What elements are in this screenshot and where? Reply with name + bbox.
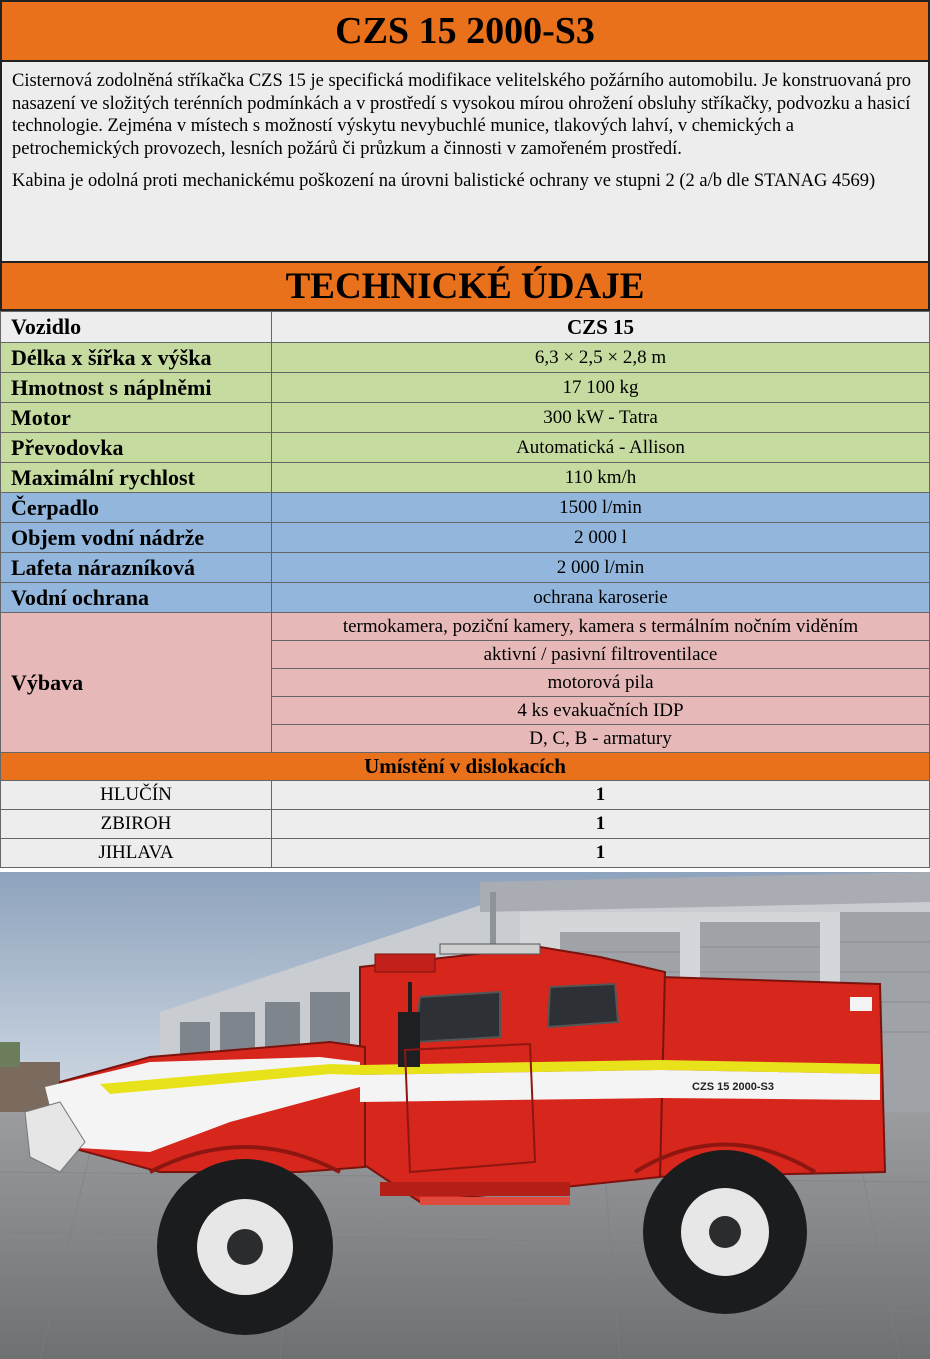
spec-label: Vodní ochrana [1, 583, 272, 613]
spec-label: Délka x šířka x výška [1, 343, 272, 373]
table-header-row [1, 312, 930, 343]
location-row [1, 781, 930, 810]
intro-paragraph-1: Cisternová zodolněná stříkačka CZS 15 je specifická modifikace velitelského požárního automobilu. Je konstruovaná pro nasazení ve složitých terénních podmínkách a v prostředí s vysokou mírou ohrožení obsluhy stříkačky, podvozku a hasicí technologie. Zejména v místech s možností výskytu nevybuchlé munice, tlakových lahví, v chemických a petrochemických provozech, lesních požárů či průzkum a činnosti v zamořeném prostředí. [12, 71, 912, 159]
intro-section [0, 62, 930, 261]
spec-label: Objem vodní nádrže [1, 523, 272, 553]
equipment-label: Výbava [1, 613, 272, 753]
spec-value: 2 000 l/min [272, 553, 930, 583]
location-row [1, 839, 930, 868]
equipment-item: D, C, B - armatury [272, 725, 930, 753]
table-row [1, 433, 930, 463]
front-wheel [157, 1159, 333, 1335]
location-name: ZBIROH [1, 810, 272, 839]
rear-wheel [643, 1150, 807, 1314]
spec-value: 2 000 l [272, 523, 930, 553]
equipment-item: 4 ks evakuačních IDP [272, 697, 930, 725]
table-row [1, 583, 930, 613]
table-row [1, 373, 930, 403]
spec-label: Čerpadlo [1, 493, 272, 523]
spec-label: Převodovka [1, 433, 272, 463]
equipment-item: motorová pila [272, 669, 930, 697]
spec-value: 110 km/h [272, 463, 930, 493]
distant-tree [0, 1042, 20, 1067]
table-row [1, 463, 930, 493]
table-row [1, 523, 930, 553]
table-row [1, 403, 930, 433]
section-title: TECHNICKÉ ÚDAJE [0, 261, 930, 311]
location-count: 1 [272, 839, 930, 868]
vehicle-illustration [0, 872, 930, 1359]
spec-value: ochrana karoserie [272, 583, 930, 613]
intro-paragraph-2: Kabina je odolná proti mechanickému poškození na úrovni balistické ochrany ve stupni 2 (2 a/b dle STANAG 4569) [12, 171, 876, 191]
spec-value: 6,3 × 2,5 × 2,8 m [272, 343, 930, 373]
location-name: HLUČÍN [1, 781, 272, 810]
location-count: 1 [272, 810, 930, 839]
spec-value: 1500 l/min [272, 493, 930, 523]
spec-value: CZS 15 [272, 312, 930, 343]
spec-label: Lafeta nárazníková [1, 553, 272, 583]
location-count: 1 [272, 781, 930, 810]
table-row [1, 553, 930, 583]
spec-table [0, 311, 930, 868]
spec-value: 300 kW - Tatra [272, 403, 930, 433]
spec-label: Vozidlo [1, 312, 272, 343]
spec-label: Motor [1, 403, 272, 433]
table-row [1, 493, 930, 523]
equipment-row [1, 613, 930, 641]
table-row [1, 343, 930, 373]
spec-label: Hmotnost s náplněmi [1, 373, 272, 403]
spec-label: Maximální rychlost [1, 463, 272, 493]
page-title: CZS 15 2000-S3 [0, 0, 930, 62]
equipment-item: termokamera, poziční kamery, kamera s termálním nočním viděním [272, 613, 930, 641]
spec-value: 17 100 kg [272, 373, 930, 403]
vehicle-marking-text: CZS 15 2000-S3 [692, 1081, 774, 1093]
spec-value: Automatická - Allison [272, 433, 930, 463]
location-name: JIHLAVA [1, 839, 272, 868]
locations-title: Umístění v dislokacích [1, 753, 930, 781]
locations-header-row [1, 753, 930, 781]
location-row [1, 810, 930, 839]
vehicle-photo [0, 872, 930, 1359]
equipment-item: aktivní / pasivní filtroventilace [272, 641, 930, 669]
